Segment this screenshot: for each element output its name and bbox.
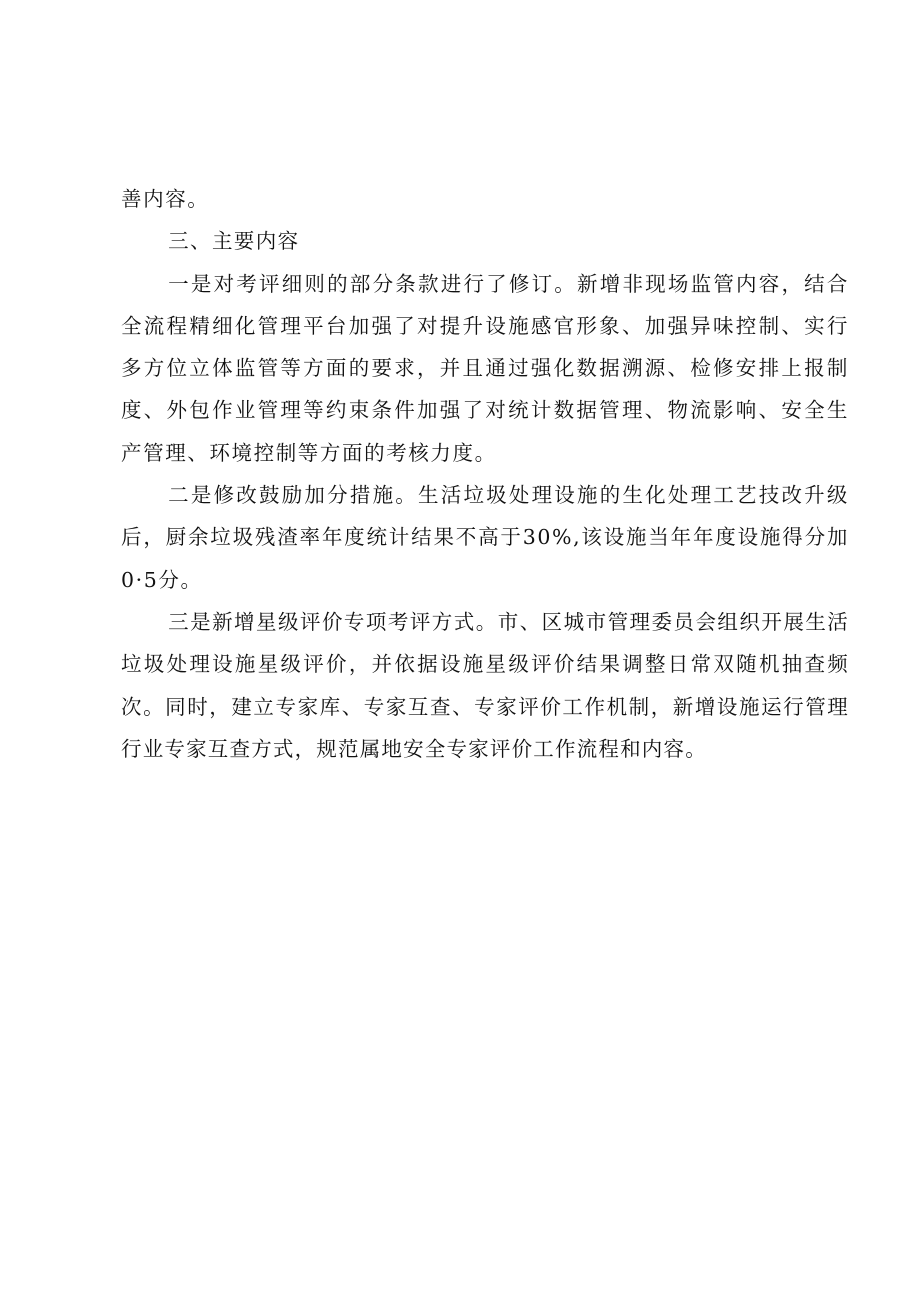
paragraph-3: 三是新增星级评价专项考评方式。市、区城市管理委员会组织开展生活垃圾处理设施星级评价，并依据设施星级评价结果调整日常双随机抽查频次。同时，建立专家库、专家互查、专家评价工作机制，新增设施运行管理行业专家互查方式，规范属地安全专家评价工作流程和内容。 bbox=[121, 609, 849, 761]
paragraph-1: 一是对考评细则的部分条款进行了修订。新增非现场监管内容，结合全流程精细化管理平台加强了对提升设施感官形象、加强异味控制、实行多方位立体监管等方面的要求，并且通过强化数据溯源、检修安排上报制度、外包作业管理等约束条件加强了对统计数据管理、物流影响、安全生产管理、环境控制等方面的考核力度。 bbox=[121, 271, 849, 465]
document-body bbox=[121, 178, 849, 770]
section-heading: 三、主要内容 bbox=[168, 229, 300, 254]
paragraph-2: 二是修改鼓励加分措施。生活垃圾处理设施的生化处理工艺技改升级后，厨余垃圾残渣率年度统计结果不高于30%,该设施当年年度设施得分加0·5分。 bbox=[121, 483, 849, 592]
continuation-text: 善内容。 bbox=[121, 187, 210, 211]
